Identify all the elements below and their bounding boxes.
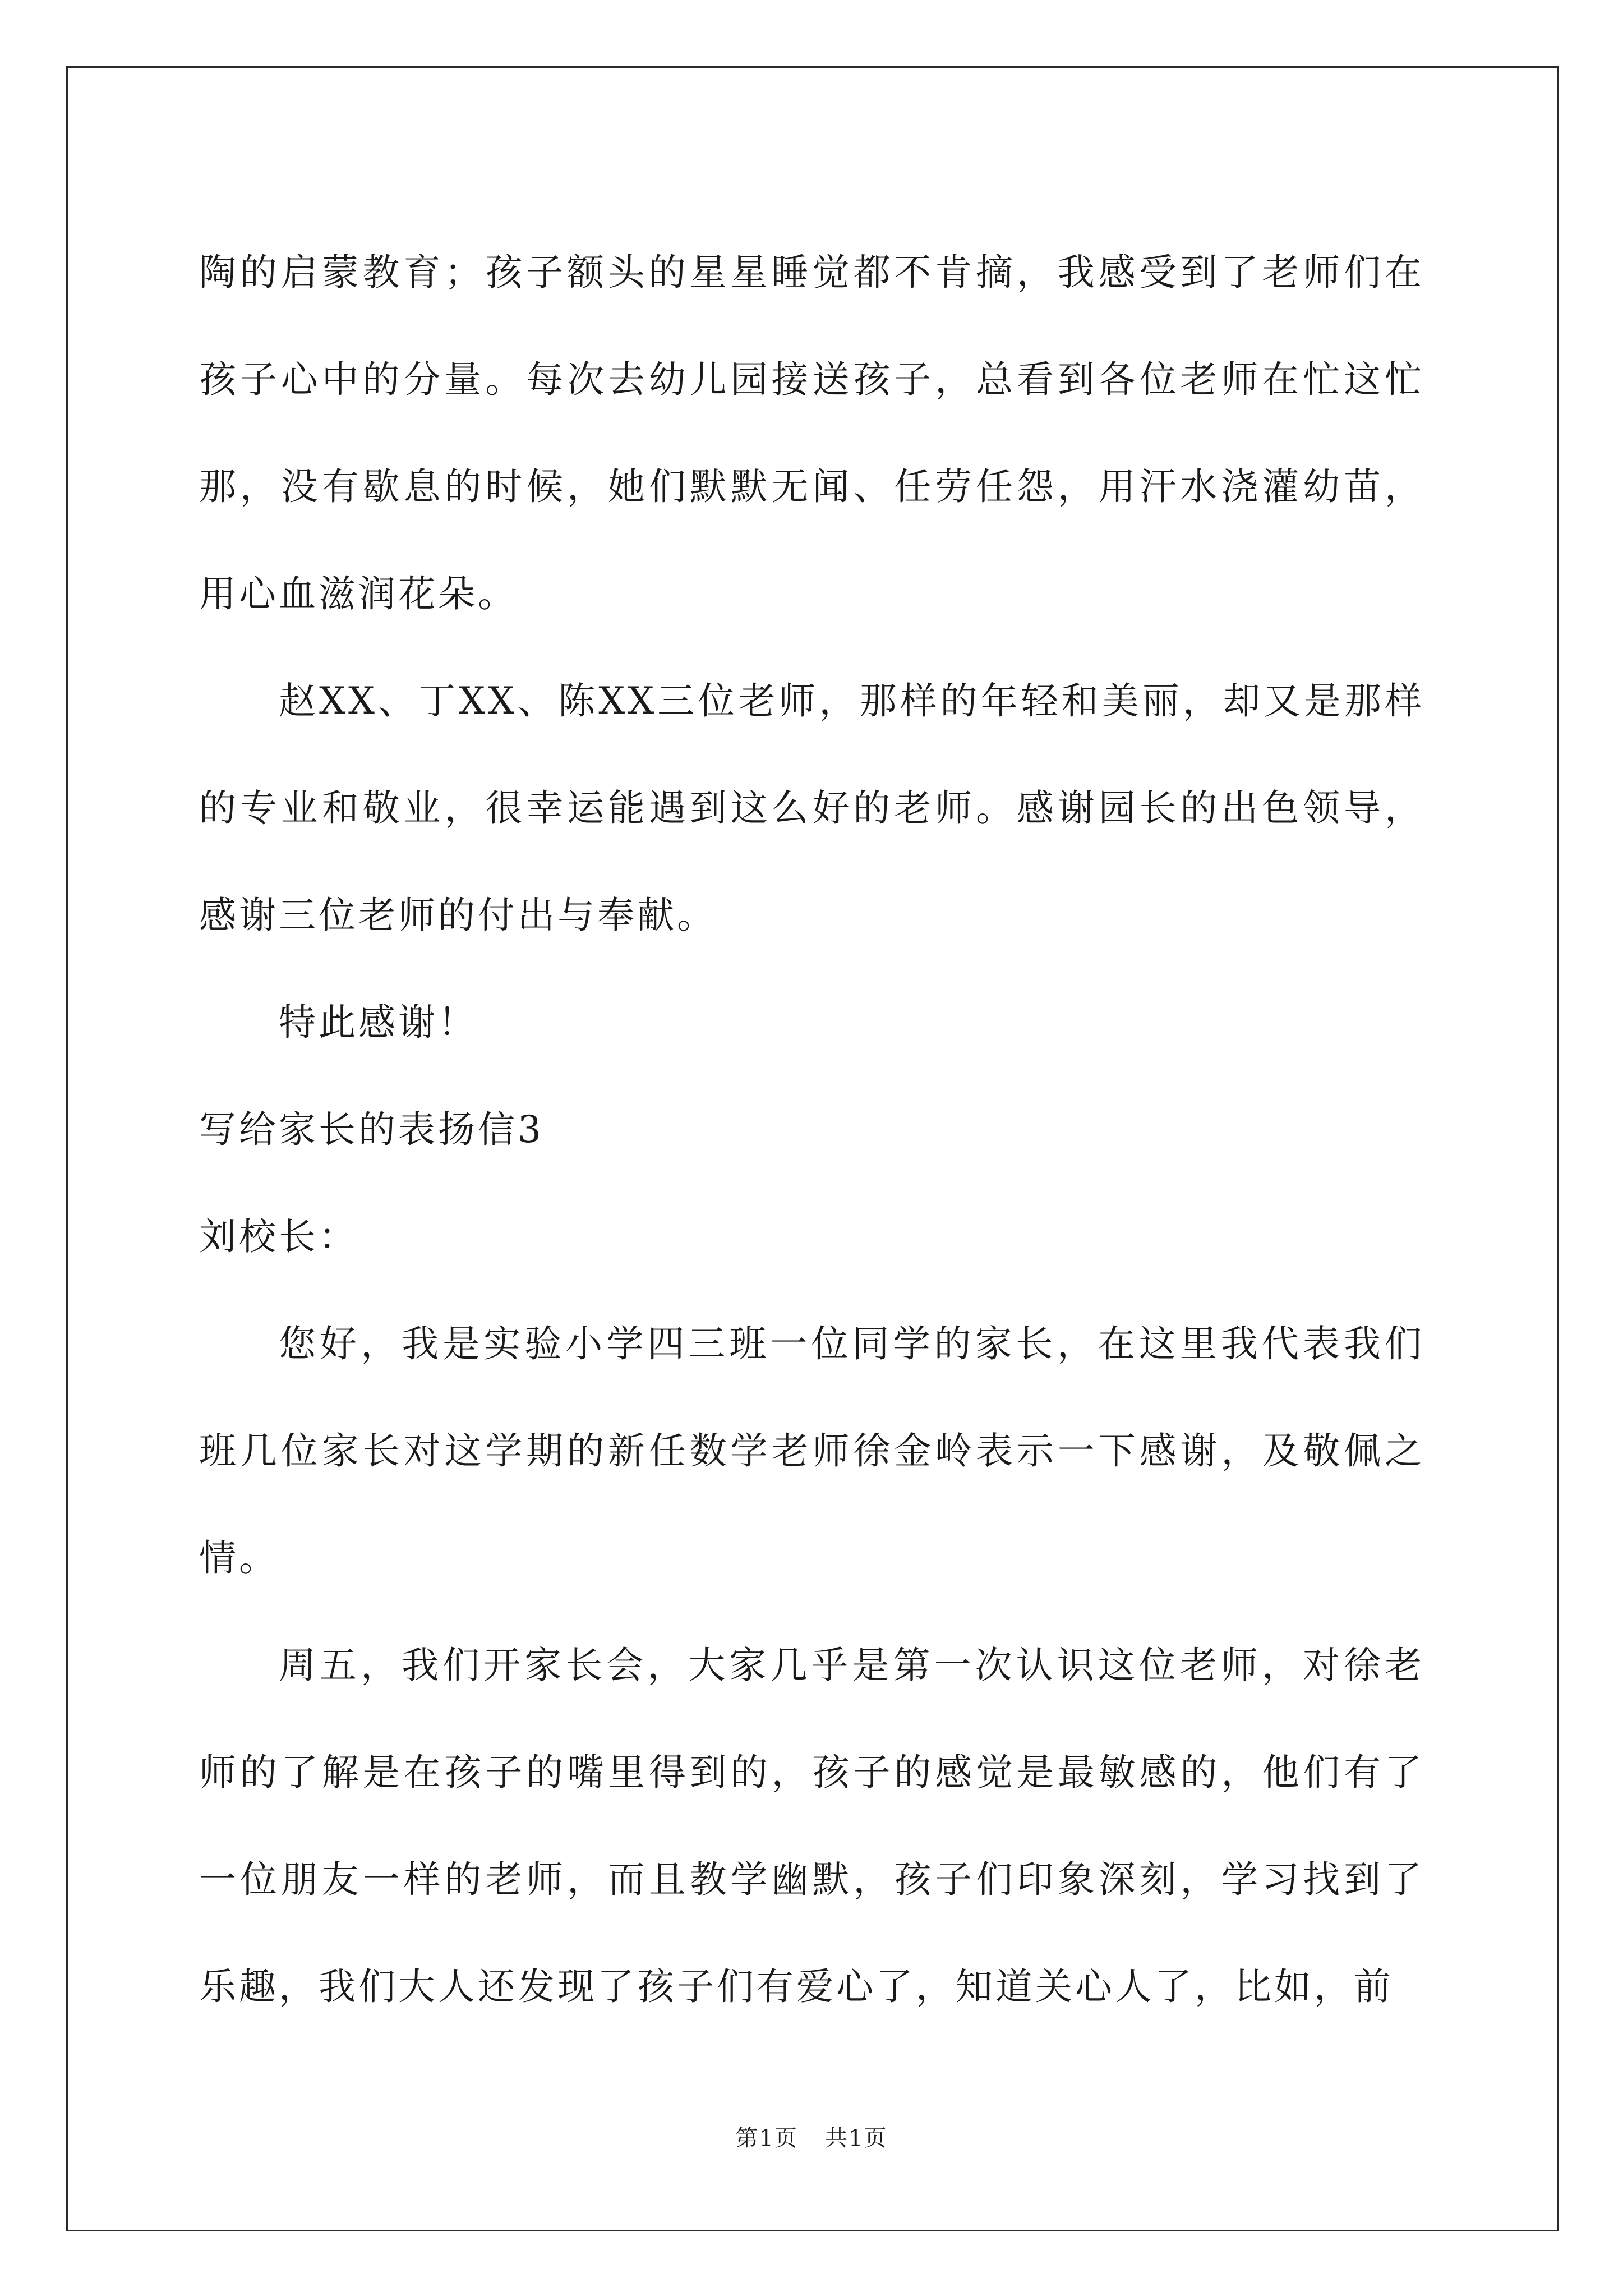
section-heading: 写给家长的表扬信3 [199,1108,544,1151]
page-footer [0,2120,1623,2152]
paragraph-3: 特此感谢！ [279,1001,478,1044]
page-total: 共1页 [825,2125,888,2151]
paragraph-7: 周五，我们开家长会，大家几乎是第一次认识这位老师，对徐老师的了解是在孩子的嘴里得到的，孩子的感觉是最敏感的，他们有了一位朋友一样的老师，而且教学幽默，孩子们印象深刻，学习找到了乐趣，我们大人还发现了孩子们有爱心了，知道关心人了，比如，前 [199,1644,1424,2008]
page-number: 第1页 [735,2125,798,2151]
document-body [199,219,1424,2040]
paragraph-1: 陶的启蒙教育；孩子额头的星星睡觉都不肯摘，我感受到了老师们在孩子心中的分量。每次去幼儿园接送孩子，总看到各位老师在忙这忙那，没有歇息的时候，她们默默无闻、任劳任怨，用汗水浇灌幼苗，用心血滋润花朵。 [199,251,1424,615]
salutation: 刘校长： [199,1215,358,1258]
paragraph-2: 赵XX、丁XX、陈XX三位老师，那样的年轻和美丽，却又是那样的专业和敬业，很幸运能遇到这么好的老师。感谢园长的出色领导，感谢三位老师的付出与奉献。 [199,679,1424,937]
paragraph-6: 您好，我是实验小学四三班一位同学的家长，在这里我代表我们班几位家长对这学期的新任数学老师徐金岭表示一下感谢，及敬佩之情。 [199,1322,1424,1580]
